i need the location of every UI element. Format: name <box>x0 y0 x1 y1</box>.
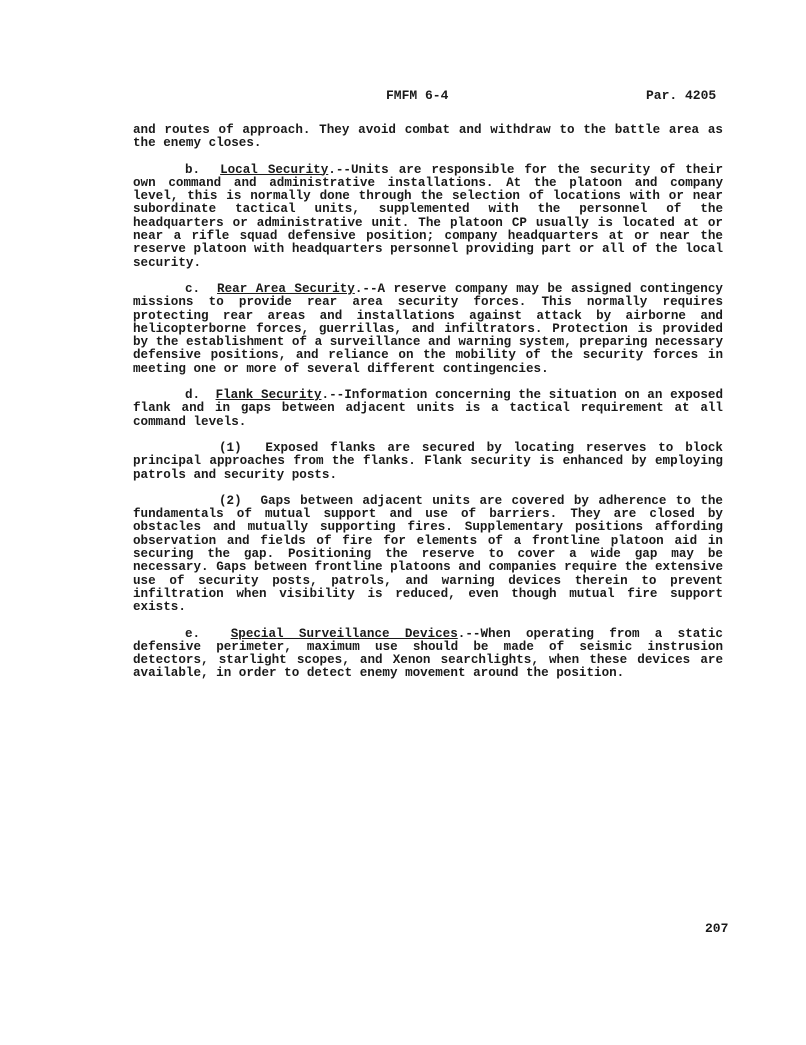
paragraph-marker: e. <box>185 626 201 641</box>
paragraph-local-security <box>133 164 723 270</box>
section-heading: Flank Security <box>215 388 322 403</box>
body-text <box>133 124 723 694</box>
paragraph-continuation <box>133 124 723 151</box>
paragraph-text: and routes of approach. They avoid combat and withdraw to the battle area as the enemy closes. <box>133 123 723 151</box>
paragraph-marker: (1) <box>219 440 242 455</box>
paragraph-text: Exposed flanks are secured by locating reserves to block principal approaches from the flanks. Flank security is enhanced by employing patrols and security posts. <box>133 440 723 482</box>
subparagraph-gaps <box>133 495 723 615</box>
paragraph-marker: (2) <box>219 493 242 508</box>
paragraph-flank-security <box>133 389 723 429</box>
subparagraph-exposed-flanks <box>133 442 723 482</box>
paragraph-special-surveillance-devices <box>133 628 723 681</box>
page-number: 207 <box>705 921 729 936</box>
paragraph-text: Gaps between adjacent units are covered by adherence to the fundamentals of mutual support and use of barriers. They are closed by obstacles and mutually supporting fires. Supplementary positions affording observation and fields of fire for elements of a frontline platoon aid in securing the gap. Positioning the reserve to cover a wide gap may be necessary. Gaps between frontline platoons and companies require the extensive use of security posts, patrols, and warning devices therein to prevent infiltration when visibility is reduced, even though mutual fire support exists. <box>133 493 723 615</box>
paragraph-text: .--When operating from a static defensive perimeter, maximum use should be made of seismic instrusion detectors, starlight scopes, and Xenon searchlights, when these devices are available, in order to detect enemy movement around the position. <box>133 626 723 681</box>
paragraph-text: .--Information concerning the situation on an exposed flank and in gaps between adjacent units is a tactical requirement at all command levels. <box>133 388 724 429</box>
section-heading: Rear Area Security <box>217 281 355 296</box>
section-heading: Special Surveillance Devices <box>230 626 458 641</box>
paragraph-reference: Par. 4205 <box>646 88 717 103</box>
section-heading: Local Security <box>220 162 329 177</box>
paragraph-rear-area-security <box>133 283 723 376</box>
paragraph-marker: c. <box>185 281 201 296</box>
paragraph-marker: d. <box>185 388 201 403</box>
paragraph-text: .--Units are responsible for the security of their own command and administrative installations. At the platoon and company level, this is normally done through the selection of locations with or near subordinate tactical units, supplemented with the personnel of the headquarters or administrative unit. The platoon CP usually is located at or near a rifle squad defensive position; company headquarters at or near the reserve platoon with headquarters personnel providing part or all of the local security. <box>133 162 723 270</box>
document-id: FMFM 6-4 <box>386 88 449 103</box>
paragraph-marker: b. <box>185 162 201 177</box>
paragraph-text: .--A reserve company may be assigned contingency missions to provide rear area security forces. This normally requires protecting rear areas and installations against attack by airborne and helicopterborne forces, guerrillas, and infiltrators. Protection is provided by the establishment of a surveillance and warning system, preparing necessary defensive positions, and reliance on the mobility of the security forces in meeting one or more of several different contingencies. <box>133 281 723 376</box>
